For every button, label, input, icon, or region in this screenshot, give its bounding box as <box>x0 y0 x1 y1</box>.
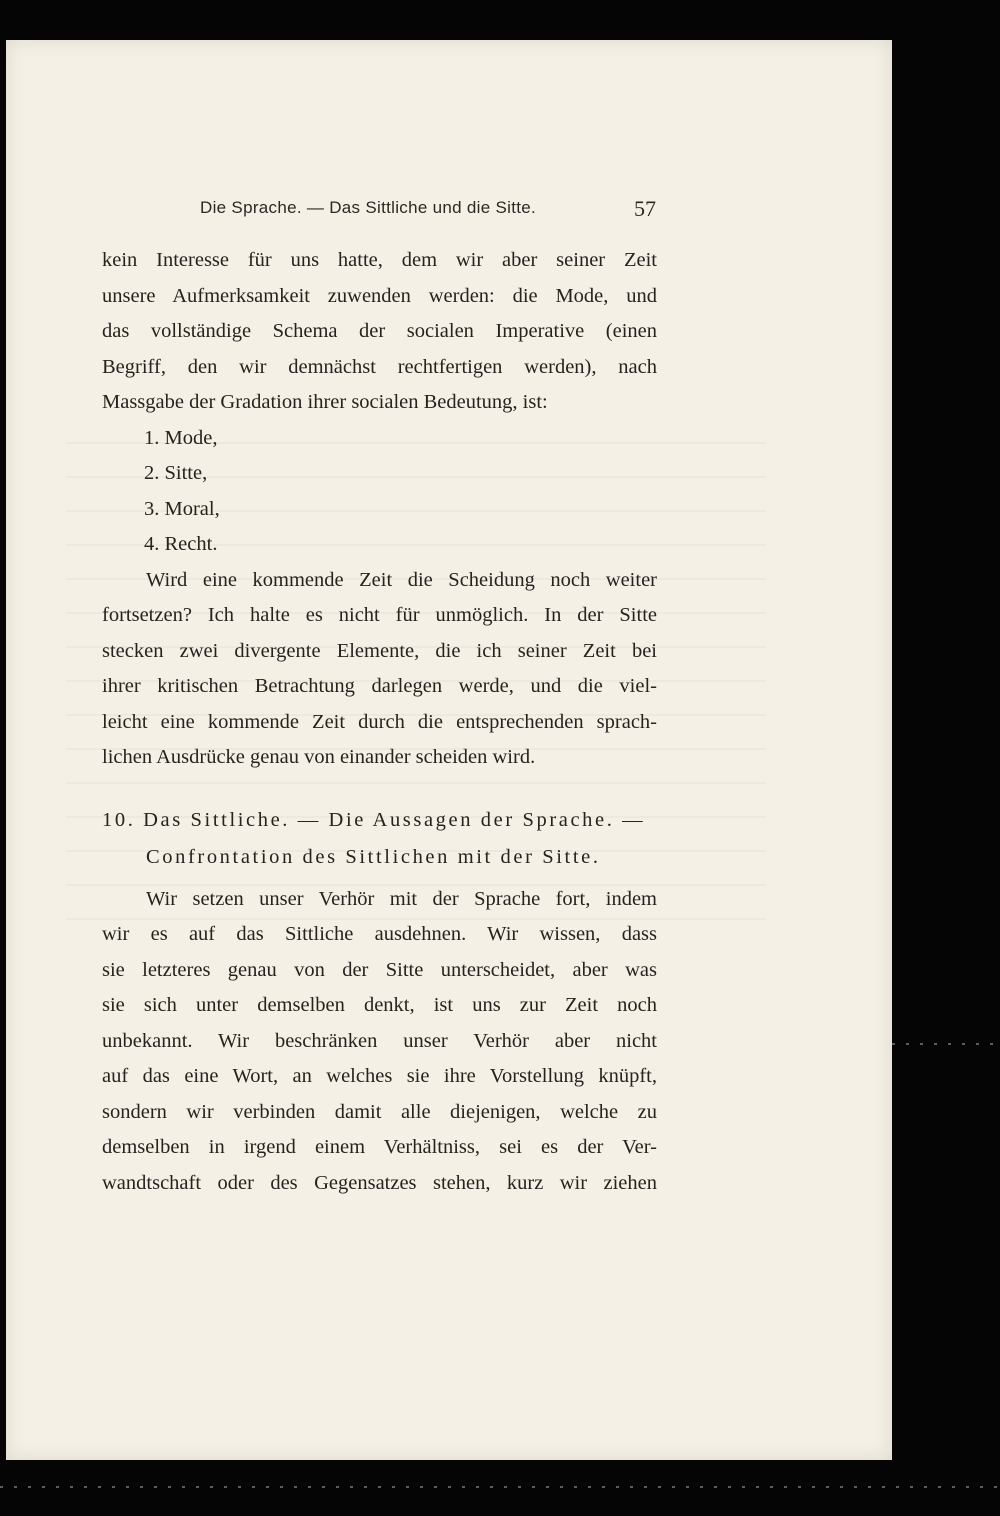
text-line: stecken zwei divergente Elemente, die ich seiner Zeit bei <box>102 639 657 662</box>
list-item: 4. Recht. <box>144 533 218 555</box>
text-line: ihrer kritischen Betrachtung darlegen werde, und die viel- <box>102 675 657 697</box>
list-item: 3. Moral, <box>144 497 220 520</box>
text-line: demselben in irgend einem Verhältniss, sei es der Ver- <box>102 1136 657 1158</box>
text-line: Wird eine kommende Zeit die Scheidung noch weiter <box>146 568 657 591</box>
running-head: Die Sprache. — Das Sittliche und die Sitte. <box>200 198 537 217</box>
paragraph-2 <box>102 563 657 776</box>
text-line: sondern wir verbinden damit alle diejenigen, welche zu <box>102 1100 657 1123</box>
text-line: leicht eine kommende Zeit durch die entsprechenden sprach- <box>102 710 657 733</box>
scanner-edge-marks <box>0 1486 1000 1488</box>
section-heading-line: Confrontation des Sittlichen mit der Sitte. <box>146 845 601 868</box>
text-line: das vollständige Schema der socialen Imperative (einen <box>102 320 657 342</box>
text-line: auf das eine Wort, an welches sie ihre Vorstellung knüpft, <box>102 1065 657 1087</box>
imperatives-list <box>102 421 657 563</box>
page-body <box>102 243 657 1201</box>
text-line: Wir setzen unser Verhör mit der Sprache fort, indem <box>146 887 657 910</box>
text-line: unbekannt. Wir beschränken unser Verhör aber nicht <box>102 1029 657 1052</box>
text-line: Begriff, den wir demnächst rechtfertigen werden), nach <box>102 355 657 378</box>
page-number: 57 <box>634 196 656 221</box>
text-line: Massgabe der Gradation ihrer socialen Bedeutung, ist: <box>102 391 548 413</box>
text-line: lichen Ausdrücke genau von einander scheiden wird. <box>102 746 536 768</box>
text-line: kein Interesse für uns hatte, dem wir aber seiner Zeit <box>102 249 657 271</box>
text-line: wir es auf das Sittliche ausdehnen. Wir wissen, dass <box>102 923 657 945</box>
section-heading <box>102 802 657 876</box>
scanner-edge-marks <box>892 1043 1000 1045</box>
list-item: 2. Sitte, <box>144 462 208 484</box>
text-line: sie letzteres genau von der Sitte unterscheidet, aber was <box>102 958 657 981</box>
page-header <box>200 196 660 226</box>
text-line: sie sich unter demselben denkt, ist uns zur Zeit noch <box>102 994 657 1016</box>
list-item: 1. Mode, <box>144 426 218 449</box>
paragraph-1 <box>102 243 657 421</box>
section-heading-line: 10. Das Sittliche. — Die Aussagen der Sprache. — <box>102 808 646 831</box>
section-spacer <box>102 776 657 802</box>
text-line: wandtschaft oder des Gegensatzes stehen, kurz wir ziehen <box>102 1171 657 1194</box>
text-line: fortsetzen? Ich halte es nicht für unmöglich. In der Sitte <box>102 604 657 626</box>
paragraph-3 <box>102 882 657 1202</box>
text-line: unsere Aufmerksamkeit zuwenden werden: die Mode, und <box>102 284 657 307</box>
